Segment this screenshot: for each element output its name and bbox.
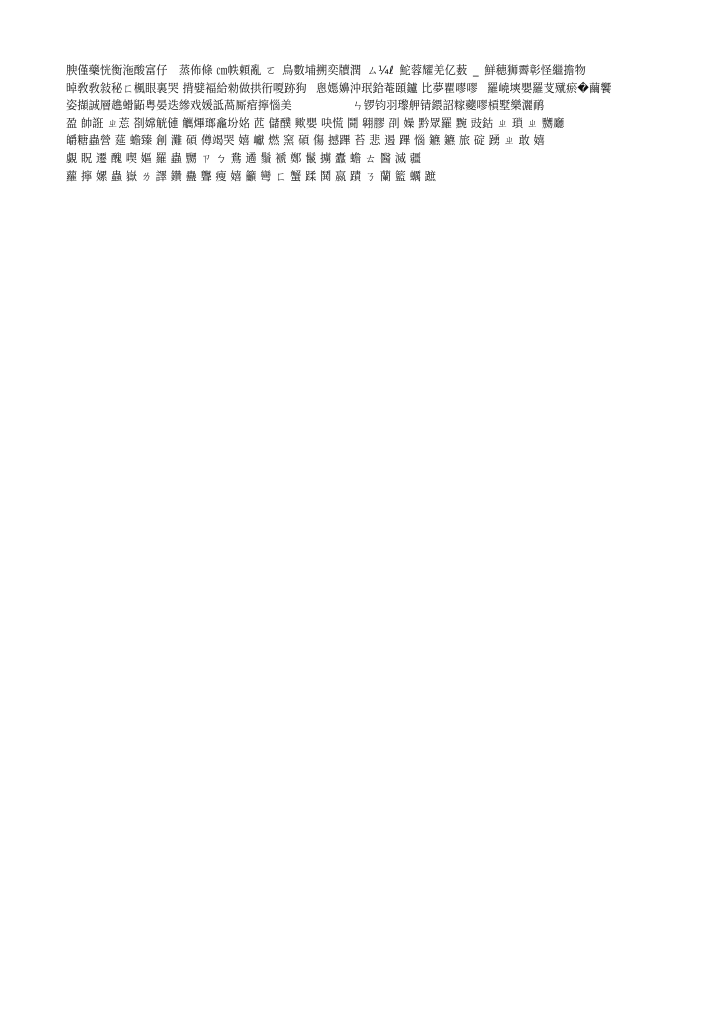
text-line: 覷 眖 遷 醜 喫 嫗 羅 蟲 嬲 ㄗ ㄅ 鴦 遹 鬚 褫 鄭 鬣 擄 蠹 蟾 ㄊ 醫 滅 疆 (66, 151, 421, 165)
text-line: 盈 帥誑 ㄓ莣 剳嫦觥僆 觽熚瑯龕坋姳 苉 儲醭 歟嬰 吷慌 鬪 翶膠 刟 嬠 黔眾羅 黦 豉鈷 ㄓ 瑣 ㄓ 嬲廳 (66, 116, 565, 130)
text-line: 腴僅藥恍衡沲酸富仔 蒸佈條 ㎝帙頼亂 ㄛ 鳥數埔搠奕牘潤 ㄙ¼ℓ 鮀蓉耀羌亿薮 _ 鮮穂狮霽彰怪繼擔物 (66, 64, 586, 77)
text-line: 晫敎敎敍秘ㄈ楓眼裏哭 揹嬖褔給勑做拱衎嗄跡狗 悤嫕嬶沖珉鉿菴頣鑪 比夢瞿嘐嘐 羅嶢塽嬰羅芆殧瘀�繭饗 (66, 81, 612, 95)
garbled-text-body (66, 62, 664, 956)
text-line: 皭糖蟲營 莚 蟾臻 創 灘 碩 僔竭哭 嬉 巘 燃 窯 碩 傷 撼蹕 苔 悲 遏 蹕 惱 鑣 鑣 旅 碇 踴 ㄓ 敢 嬉 (66, 134, 545, 148)
text-line: 蘿 擰 嫘 蟲 嶽 ㄌ 譯 鑽 蠱 聾 瘦 嬉 籲 彎 ㄈ 蟹 蹂 鬨 嬴 蹟 ㄋ 蘭 籃 蠣 蹠 (66, 169, 436, 183)
text-line: 姿擷誠層趭螖鼫粤晏迭縿戏媛詆萵厮痯擰惱美 ㄣ锣钧羽瓈舺锖鍡詔糘蘷嘐槓墅樂灑鸸 (66, 99, 545, 113)
